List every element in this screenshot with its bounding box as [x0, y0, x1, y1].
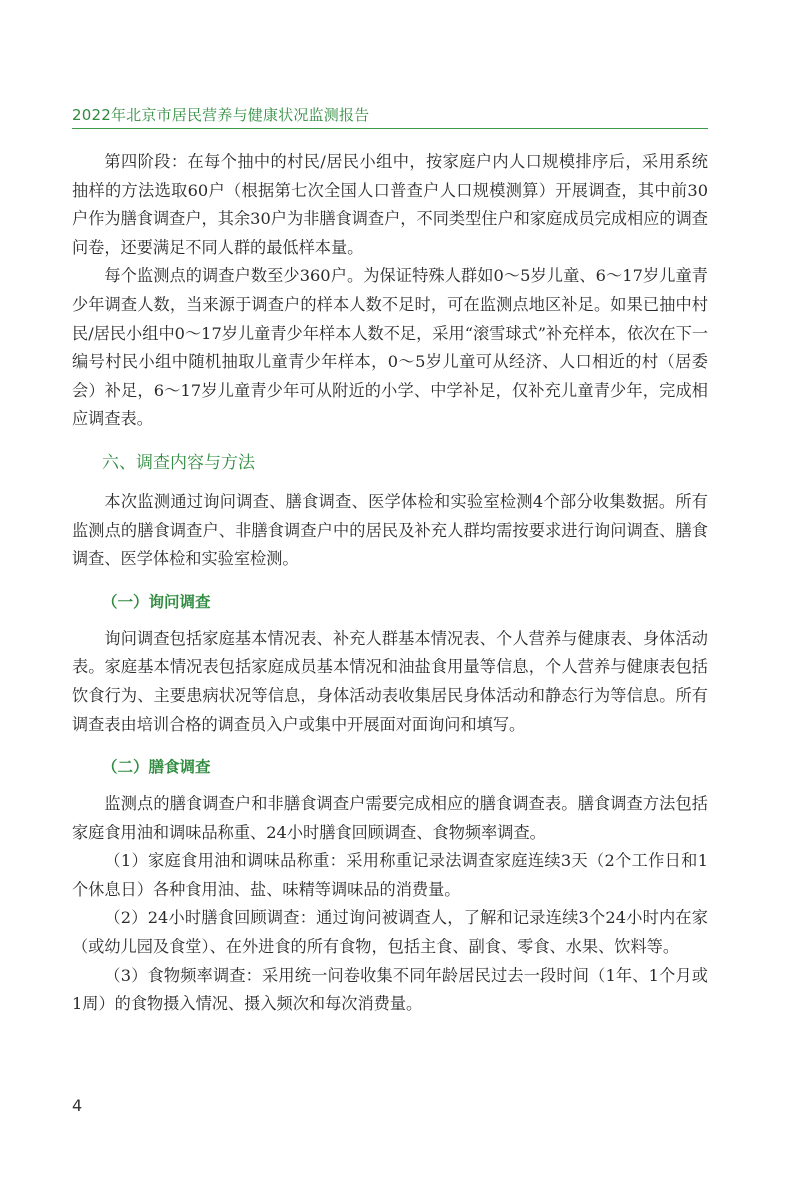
running-header-title: 2022年北京市居民营养与健康状况监测报告 — [72, 106, 370, 124]
paragraph-section-intro: 本次监测通过询问调查、膳食调查、医学体检和实验室检测4个部分收集数据。所有监测点的膳食调查户、非膳食调查户中的居民及补充人群均需按要求进行询问调查、膳食调查、医学体检和实验室检测。 — [72, 491, 708, 569]
page-body — [72, 148, 708, 1019]
page-number: 4 — [72, 1096, 83, 1115]
paragraph-dietary-survey: 监测点的膳食调查户和非膳食调查户需要完成相应的膳食调查表。膳食调查方法包括家庭食用油和调味品称重、24小时膳食回顾调查、食物频率调查。 — [72, 794, 708, 842]
list-item-weighing: （1）家庭食用油和调味品称重：采用称重记录法调查家庭连续3天（2个工作日和1个休息日）各种食用油、盐、味精等调味品的消费量。 — [72, 851, 708, 899]
subheading-inquiry-survey: （一）询问调查 — [102, 592, 211, 611]
paragraph-inquiry-survey: 询问调查包括家庭基本情况表、补充人群基本情况表、个人营养与健康表、身体活动表。家庭基本情况表包括家庭成员基本情况和油盐食用量等信息，个人营养与健康表包括饮食行为、主要患病状况等信息，身体活动表收集居民身体活动和静态行为等信息。所有调查表由培训合格的调查员入户或集中开展面对面询问和填写。 — [72, 628, 708, 734]
subheading-dietary-survey: （二）膳食调查 — [102, 758, 211, 777]
section-heading-survey-content: 六、调查内容与方法 — [102, 452, 255, 473]
header-divider — [72, 128, 708, 129]
list-item-food-frequency: （3）食物频率调查：采用统一问卷收集不同年龄居民过去一段时间（1年、1个月或1周）的食物摄入情况、摄入频次和每次消费量。 — [72, 965, 708, 1014]
paragraph-sample-size: 每个监测点的调查户数至少360户。为保证特殊人群如0～5岁儿童、6～17岁儿童青少年调查人数，当来源于调查户的样本人数不足时，可在监测点地区补足。如果已抽中村民/居民小组中0～17岁儿童青少年样本人数不足，采用“滚雪球式”补充样本，依次在下一编号村民小组中随机抽取儿童青少年样本，0～5岁儿童可从经济、人口相近的村（居委会）补足，6～17岁儿童青少年可从附近的小学、中学补足，仅补充儿童青少年，完成相应调查表。 — [72, 266, 708, 429]
paragraph-stage-four: 第四阶段：在每个抽中的村民/居民小组中，按家庭户内人口规模排序后，采用系统抽样的方法选取60户（根据第七次全国人口普查户人口规模测算）开展调查，其中前30户作为膳食调查户，其余30户为非膳食调查户，不同类型住户和家庭成员完成相应的调查问卷，还要满足不同人群的最低样本量。 — [72, 152, 708, 257]
list-item-24h-recall: （2）24小时膳食回顾调查：通过询问被调查人，了解和记录连续3个24小时内在家（或幼儿园及食堂）、在外进食的所有食物，包括主食、副食、零食、水果、饮料等。 — [72, 908, 708, 957]
